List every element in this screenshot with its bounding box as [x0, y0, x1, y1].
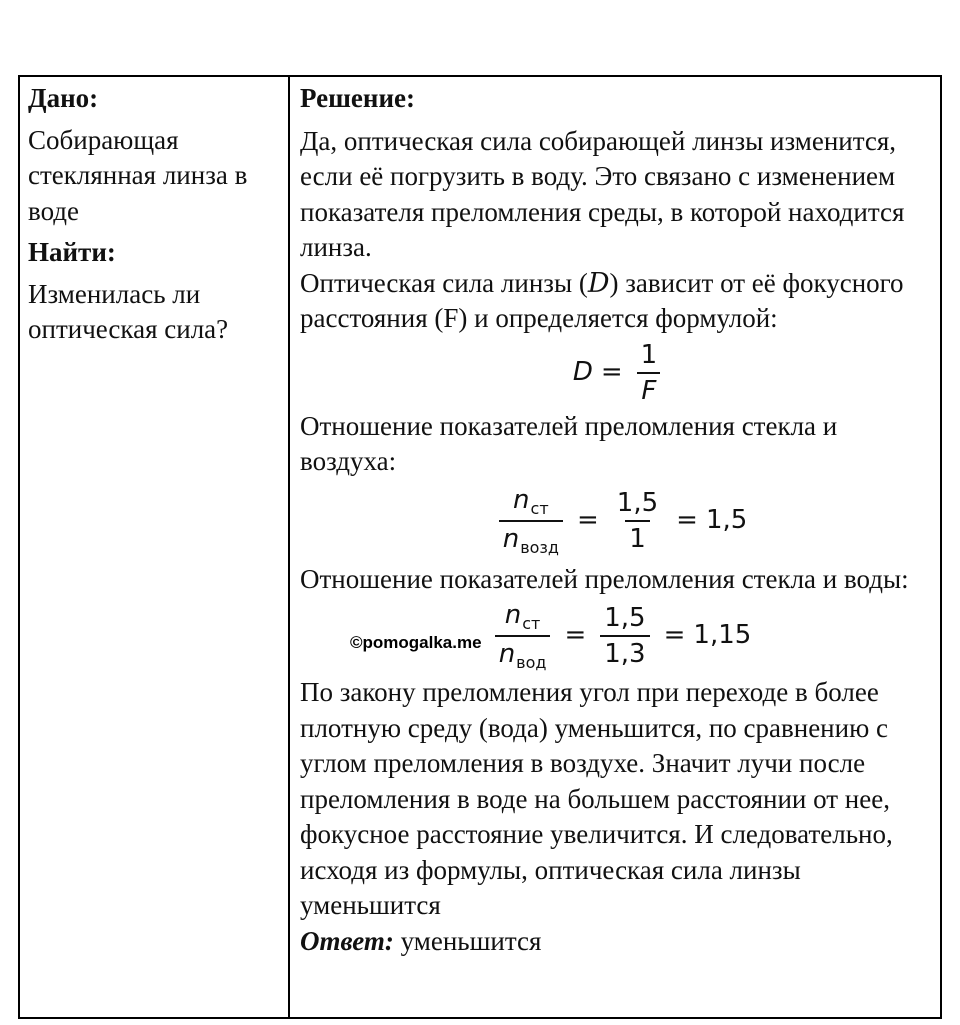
- formula2-den2: 1: [625, 520, 650, 554]
- formula3-num2: 1,5: [604, 603, 646, 633]
- formula2-num2: 1,5: [616, 487, 659, 518]
- solution-paragraph-3: Отношение показателей преломления стекла и воздуха:: [300, 410, 838, 476]
- formula3-num: n: [504, 600, 522, 630]
- answer-text: уменьшится: [393, 925, 542, 956]
- solution-heading: Решение:: [300, 83, 415, 113]
- formula3-ratio: [495, 600, 551, 672]
- formula2-values: [613, 488, 662, 554]
- formula3-den2: 1,3: [600, 635, 649, 669]
- formula2-eq-1: =: [576, 504, 599, 535]
- find-heading: Найти:: [28, 237, 116, 267]
- formula2-num: n: [513, 484, 530, 515]
- solution-paragraph-5: По закону преломления угол при переходе в более плотную среду (вода) уменьшится, по сравнению с углом преломления в воздухе. Значит лучи после преломления в воде на большем расстоянии от нее, фокусное расстояние увеличится. И следовательно, исходя из формулы, оптическая сила линзы уменьшится: [300, 677, 893, 920]
- solution-table: [18, 75, 942, 1019]
- answer-label: Ответ:: [300, 925, 394, 956]
- p2-after: ) зависит от её фокусного расстояния (F) и определяется формулой:: [300, 267, 904, 333]
- formula3-eq-1: =: [564, 620, 587, 651]
- watermark: ©pomogalka.me: [350, 633, 482, 652]
- given-heading: Дано:: [28, 83, 99, 113]
- formula2-result: 1,5: [705, 504, 748, 535]
- given-text: Собирающая стеклянная линза в воде: [28, 124, 248, 226]
- column-divider: [288, 75, 290, 1019]
- solution-column: [300, 81, 940, 959]
- solution-paragraph-4: Отношение показателей преломления стекла и воды:: [300, 563, 909, 594]
- formula1-fraction: [637, 340, 662, 406]
- formula2-num-sub: ст: [530, 498, 549, 518]
- formula1-lhs: D: [572, 356, 593, 387]
- given-column: [28, 81, 290, 354]
- answer-line: [300, 924, 940, 960]
- formula2-den-sub: возд: [520, 537, 559, 557]
- formula3-num-sub: ст: [522, 614, 541, 633]
- formula3-den: n: [498, 639, 516, 669]
- formula-glass-water: [300, 597, 940, 675]
- formula2-ratio: [499, 485, 563, 557]
- formula1-den: F: [637, 372, 660, 406]
- formula2-eq-2: =: [676, 504, 698, 535]
- formula2-den: n: [502, 523, 520, 554]
- p2-symbol: D: [587, 267, 610, 299]
- solution-paragraph-1: Да, оптическая сила собирающей линзы изменится, если её погрузить в воду. Это связано с изменением показателя преломления среды, в которой находится линза.: [300, 125, 905, 262]
- formula1-num: 1: [640, 339, 658, 370]
- formula-glass-air: [300, 480, 940, 562]
- p2-before: Оптическая сила линзы (: [300, 267, 588, 298]
- solution-paragraph-2: [300, 266, 940, 337]
- formula3-den-sub: вод: [516, 653, 547, 672]
- formula3-eq-2: =: [663, 620, 686, 651]
- formula3-result: 1,15: [693, 620, 752, 651]
- formula1-eq: =: [600, 356, 623, 387]
- find-text: Изменилась ли оптическая сила?: [28, 278, 229, 344]
- formula3-values: [600, 603, 649, 669]
- formula-optical-power: [300, 337, 940, 409]
